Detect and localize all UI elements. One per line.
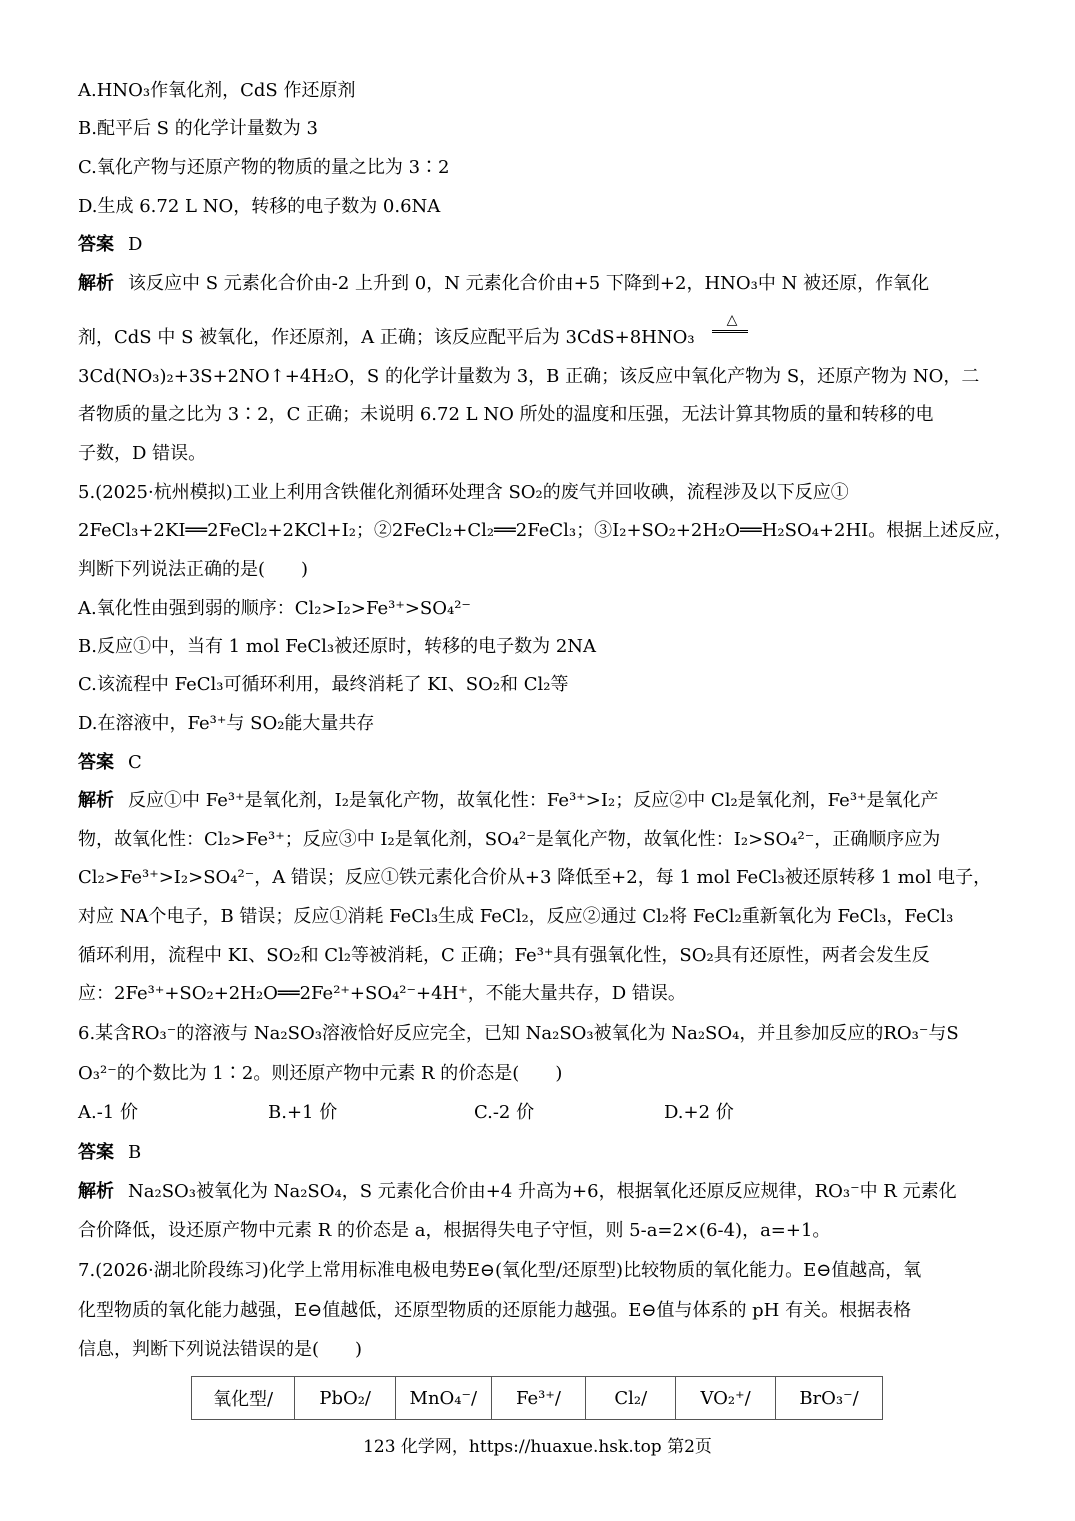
q6-option-c: C.-2 价 (474, 1102, 535, 1123)
q4-option-a: A.HNO₃作氧化剂，CdS 作还原剂 (78, 80, 356, 101)
analysis-text: Na₂SO₃被氧化为 Na₂SO₄，S 元素化合价由+4 升高为+6，根据氧化还原反应规律，RO₃⁻中 R 元素化 (128, 1181, 957, 1202)
q4-answer (78, 233, 995, 257)
answer-value: D (128, 234, 143, 255)
q5-stem-line-3: 判断下列说法正确的是( ) (78, 559, 309, 580)
q5-analysis-line-6: 应：2Fe³⁺+SO₂+2H₂O══2Fe²⁺+SO₄²⁻+4H⁺，不能大量共存，D 错误。 (78, 983, 686, 1004)
table-row (192, 1377, 883, 1420)
q5-option-c: C.该流程中 FeCl₃可循环利用，最终消耗了 KI、SO₂和 Cl₂等 (78, 674, 569, 695)
answer-value: C (128, 752, 142, 773)
q6-answer (78, 1141, 995, 1165)
q5-option-a: A.氧化性由强到弱的顺序：Cl₂>I₂>Fe³⁺>SO₄²⁻ (78, 598, 471, 619)
answer-label: 答案 (78, 1142, 114, 1163)
answer-label: 答案 (78, 234, 114, 255)
table-header-cell: Cl₂/ (586, 1377, 676, 1420)
q6-stem-line-2: O₃²⁻的个数比为 1∶2。则还原产物中元素 R 的价态是( ) (78, 1063, 563, 1084)
analysis-text: 该反应中 S 元素化合价由-2 上升到 0，N 元素化合价由+5 下降到+2，HNO₃中 N 被还原，作氧化 (128, 273, 930, 294)
q4-analysis-line-3: 3Cd(NO₃)₂+3S+2NO↑+4H₂O，S 的化学计量数为 3，B 正确；该反应中氧化产物为 S，还原产物为 NO，二 (78, 366, 980, 387)
heat-symbol: △ (726, 312, 738, 328)
q4-analysis-line-4: 者物质的量之比为 3∶2，C 正确；未说明 6.72 L NO 所处的温度和压强，无法计算其物质的量和转移的电 (78, 404, 934, 425)
q6-option-d: D.+2 价 (664, 1102, 734, 1123)
q6-option-a: A.-1 价 (78, 1102, 138, 1123)
q5-stem-line-2: 2FeCl₃+2KI══2FeCl₂+2KCl+I₂；②2FeCl₂+Cl₂══2FeCl₃；③I₂+SO₂+2H₂O══H₂SO₄+2HI。根据上述反应， (78, 520, 1013, 541)
table-header-cell: MnO₄⁻/ (396, 1377, 491, 1420)
q7-stem-line-3: 信息，判断下列说法错误的是( ) (78, 1339, 363, 1360)
q5-analysis-line-2: 物，故氧化性：Cl₂>Fe³⁺；反应③中 I₂是氧化剂，SO₄²⁻是氧化产物，故氧化性：I₂>SO₄²⁻，正确顺序应为 (78, 829, 941, 850)
q6-stem-line-1: 6.某含RO₃⁻的溶液与 Na₂SO₃溶液恰好反应完全，已知 Na₂SO₃被氧化为 Na₂SO₄，并且参加反应的RO₃⁻与S (78, 1023, 959, 1044)
q5-analysis-line-4: 对应 NA个电子，B 错误；反应①消耗 FeCl₃生成 FeCl₂，反应②通过 Cl₂将 FeCl₂重新氧化为 FeCl₃，FeCl₃ (78, 906, 954, 927)
q5-stem-line-1: 5.(2025·杭州模拟)工业上利用含铁催化剂循环处理含 SO₂的废气并回收碘，流程涉及以下反应① (78, 482, 849, 503)
q5-analysis-line-3: Cl₂>Fe³⁺>I₂>SO₄²⁻，A 错误；反应①铁元素化合价从+3 降低至+2，每 1 mol FeCl₃被还原转移 1 mol 电子， (78, 867, 992, 888)
analysis-label: 解析 (78, 790, 114, 811)
q6-analysis-line-2: 合价降低，设还原产物中元素 R 的价态是 a，根据得失电子守恒，则 5-a=2×(6-4)，a=+1。 (78, 1220, 831, 1241)
analysis-label: 解析 (78, 1181, 114, 1202)
q7-stem-line-1: 7.(2026·湖北阶段练习)化学上常用标准电极电势E⊖(氧化型/还原型)比较物质的氧化能力。E⊖值越高，氧 (78, 1260, 922, 1281)
q4-option-b: B.配平后 S 的化学计量数为 3 (78, 118, 318, 139)
q4-analysis-line-5: 子数，D 错误。 (78, 443, 207, 464)
table-header-cell: BrO₃⁻/ (776, 1377, 883, 1420)
q5-answer (78, 751, 995, 775)
q6-option-b: B.+1 价 (268, 1102, 338, 1123)
page-footer: 123 化学网，https://huaxue.hsk.top 第2页 (363, 1437, 712, 1457)
q5-analysis-line-1 (78, 789, 995, 813)
q4-analysis-line-1 (78, 272, 995, 296)
table-header-cell: VO₂⁺/ (676, 1377, 776, 1420)
analysis-label: 解析 (78, 273, 114, 294)
q5-analysis-line-5: 循环利用，流程中 KI、SO₂和 Cl₂等被消耗，C 正确；Fe³⁺具有强氧化性，SO₂具有还原性，两者会发生反 (78, 945, 930, 966)
q4-option-c: C.氧化产物与还原产物的物质的量之比为 3∶2 (78, 157, 450, 178)
q6-analysis-line-1 (78, 1180, 995, 1204)
q5-option-b: B.反应①中，当有 1 mol FeCl₃被还原时，转移的电子数为 2NA (78, 636, 597, 657)
q5-option-d: D.在溶液中，Fe³⁺与 SO₂能大量共存 (78, 713, 375, 734)
q4-option-d: D.生成 6.72 L NO，转移的电子数为 0.6NA (78, 196, 441, 217)
reaction-equals-sign (712, 330, 748, 333)
analysis-text: 反应①中 Fe³⁺是氧化剂，I₂是氧化产物，故氧化性：Fe³⁺>I₂；反应②中 Cl₂是氧化剂，Fe³⁺是氧化产 (128, 790, 939, 811)
answer-value: B (128, 1142, 142, 1163)
q7-stem-line-2: 化型物质的氧化能力越强，E⊖值越低，还原型物质的还原能力越强。E⊖值与体系的 pH 有关。根据表格 (78, 1300, 912, 1321)
q4-analysis-line-2: 剂，CdS 中 S 被氧化，作还原剂，A 正确；该反应配平后为 3CdS+8HNO₃ (78, 327, 695, 348)
potential-table (191, 1376, 883, 1420)
answer-label: 答案 (78, 752, 114, 773)
table-header-cell: PbO₂/ (295, 1377, 396, 1420)
table-header-cell: Fe³⁺/ (491, 1377, 586, 1420)
table-header-cell: 氧化型/ (192, 1377, 295, 1420)
